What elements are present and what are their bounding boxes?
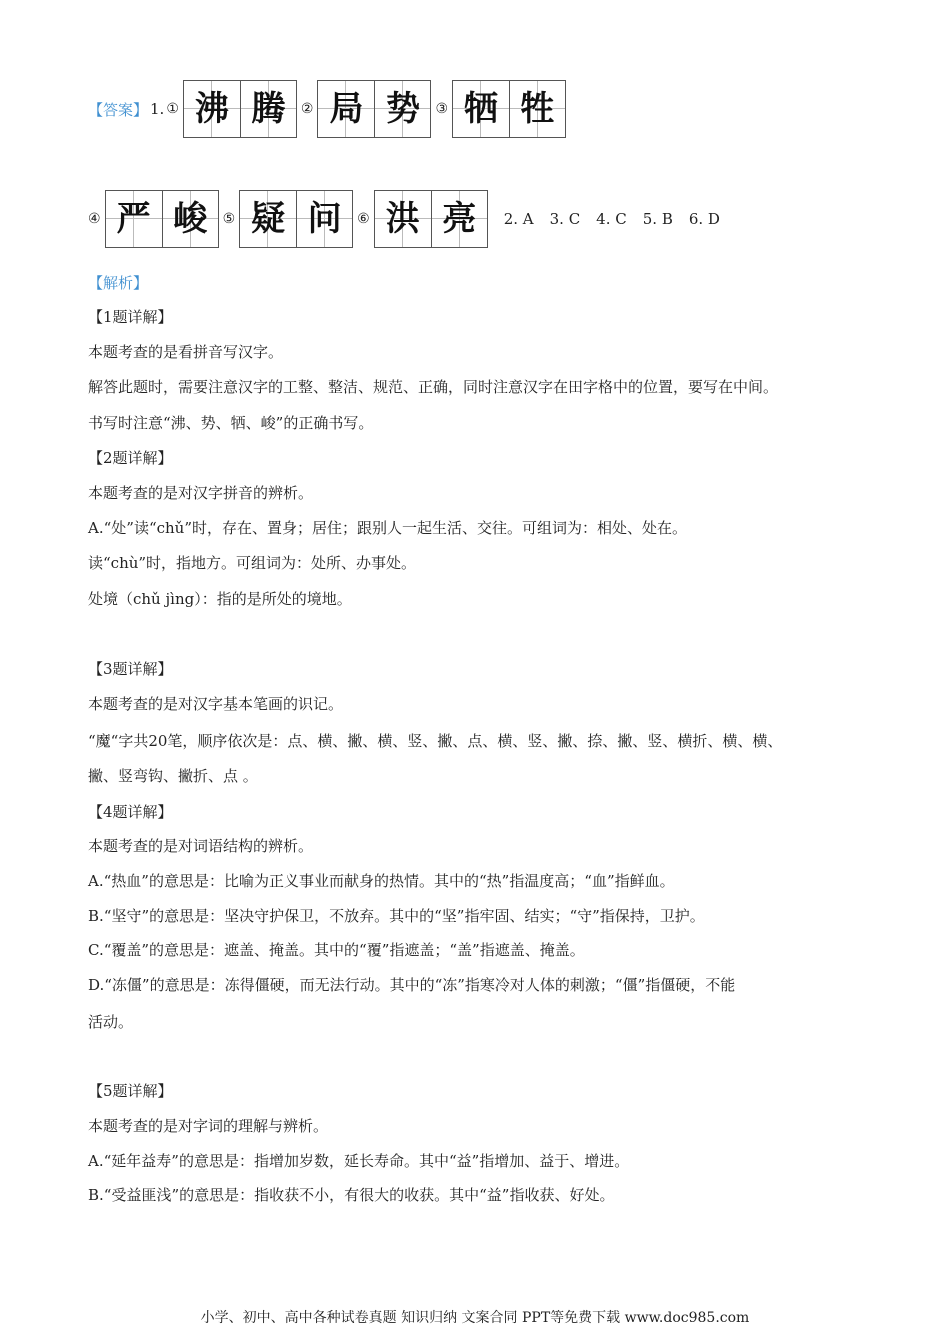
section-line: 读“chù”时，指地方。可组词为：处所、办事处。 bbox=[88, 554, 417, 572]
section-heading: 【3题详解】 bbox=[88, 660, 173, 678]
tianzige-cell: 问 bbox=[296, 191, 352, 247]
tianzige-cell: 势 bbox=[374, 81, 430, 137]
tianzige-cell: 腾 bbox=[240, 81, 296, 137]
section-line: D.“冻僵”的意思是：冻得僵硬，而无法行动。其中的“冻”指寒冷对人体的刺激；“僵”指僵硬，不能 bbox=[88, 976, 736, 994]
answer-other-2: 2. A bbox=[503, 210, 534, 228]
tianzige-cell: 亮 bbox=[431, 191, 487, 247]
tianzige-pair-6 bbox=[374, 190, 488, 248]
section-heading: 【2题详解】 bbox=[88, 449, 173, 467]
marker-5: ⑤ bbox=[222, 211, 236, 227]
section-line: 书写时注意“沸、势、牺、峻”的正确书写。 bbox=[88, 414, 374, 432]
section-heading: 【4题详解】 bbox=[88, 803, 173, 821]
answer-row-1 bbox=[88, 80, 568, 138]
tianzige-cell: 严 bbox=[106, 191, 162, 247]
section-line: 本题考查的是对汉字基本笔画的识记。 bbox=[88, 695, 344, 713]
section-line: 本题考查的是对词语结构的辨析。 bbox=[88, 837, 314, 855]
tianzige-pair-5 bbox=[239, 190, 353, 248]
answer-other-5: 5. B bbox=[642, 210, 673, 228]
marker-4: ④ bbox=[88, 211, 101, 227]
marker-1: ① bbox=[166, 101, 179, 117]
answer-other-3: 3. C bbox=[549, 210, 581, 228]
section-line: B.“坚守”的意思是：坚决守护保卫，不放弃。其中的“坚”指牢固、结实；“守”指保持，卫护。 bbox=[88, 907, 705, 925]
tianzige-cell: 牺 bbox=[453, 81, 509, 137]
tianzige-cell: 洪 bbox=[375, 191, 431, 247]
marker-3: ③ bbox=[435, 101, 449, 117]
section-line: B.“受益匪浅”的意思是：指收获不小，有很大的收获。其中“益”指收获、好处。 bbox=[88, 1186, 615, 1204]
tianzige-pair-3 bbox=[452, 80, 566, 138]
section-line: A.“热血”的意思是：比喻为正义事业而献身的热情。其中的“热”指温度高；“血”指鲜血。 bbox=[88, 872, 675, 890]
tianzige-cell: 疑 bbox=[240, 191, 296, 247]
tianzige-pair-4 bbox=[105, 190, 219, 248]
tianzige-cell: 沸 bbox=[184, 81, 240, 137]
section-line: A.“处”读“chǔ”时，存在、置身；居住；跟别人一起生活、交往。可组词为：相处、处在。 bbox=[88, 519, 688, 537]
section-heading: 【5题详解】 bbox=[88, 1082, 173, 1100]
analysis-label: 【解析】 bbox=[88, 274, 149, 292]
section-line: C.“覆盖”的意思是：遮盖、掩盖。其中的“覆”指遮盖；“盖”指遮盖、掩盖。 bbox=[88, 941, 585, 959]
answer-other-6: 6. D bbox=[688, 210, 720, 228]
answer-other-4: 4. C bbox=[596, 210, 627, 228]
section-line: “魔“字共20笔，顺序依次是：点、横、撇、横、竖、撇、点、横、竖、撇、捺、撇、竖、横折、横、横、 bbox=[88, 732, 783, 750]
footer-text: 小学、初中、高中各种试卷真题 知识归纳 文案合同 PPT等免费下载 www.doc985.com bbox=[200, 1310, 750, 1326]
section-line: 本题考查的是看拼音写汉字。 bbox=[88, 343, 284, 361]
section-heading: 【1题详解】 bbox=[88, 308, 173, 326]
answer-label: 【答案】 bbox=[88, 100, 149, 119]
marker-6: ⑥ bbox=[357, 211, 370, 227]
marker-2: ② bbox=[300, 101, 314, 117]
q1-prefix: 1. bbox=[150, 100, 165, 118]
tianzige-cell: 牲 bbox=[509, 81, 565, 137]
section-line: 处境（chǔ jìng）：指的是所处的境地。 bbox=[88, 590, 352, 608]
section-line: 活动。 bbox=[88, 1013, 134, 1031]
answer-row-2 bbox=[88, 190, 720, 248]
tianzige-pair-2 bbox=[317, 80, 431, 138]
section-line: 本题考查的是对汉字拼音的辨析。 bbox=[88, 484, 314, 502]
section-line: 撇、竖弯钩、撇折、点 。 bbox=[88, 767, 258, 785]
tianzige-pair-1 bbox=[183, 80, 297, 138]
section-line: 解答此题时，需要注意汉字的工整、整洁、规范、正确，同时注意汉字在田字格中的位置，要写在中间。 bbox=[88, 378, 779, 396]
section-line: A.“延年益寿”的意思是：指增加岁数，延长寿命。其中“益”指增加、益于、增进。 bbox=[88, 1152, 630, 1170]
tianzige-cell: 峻 bbox=[162, 191, 218, 247]
tianzige-cell: 局 bbox=[318, 81, 374, 137]
section-line: 本题考查的是对字词的理解与辨析。 bbox=[88, 1117, 329, 1135]
